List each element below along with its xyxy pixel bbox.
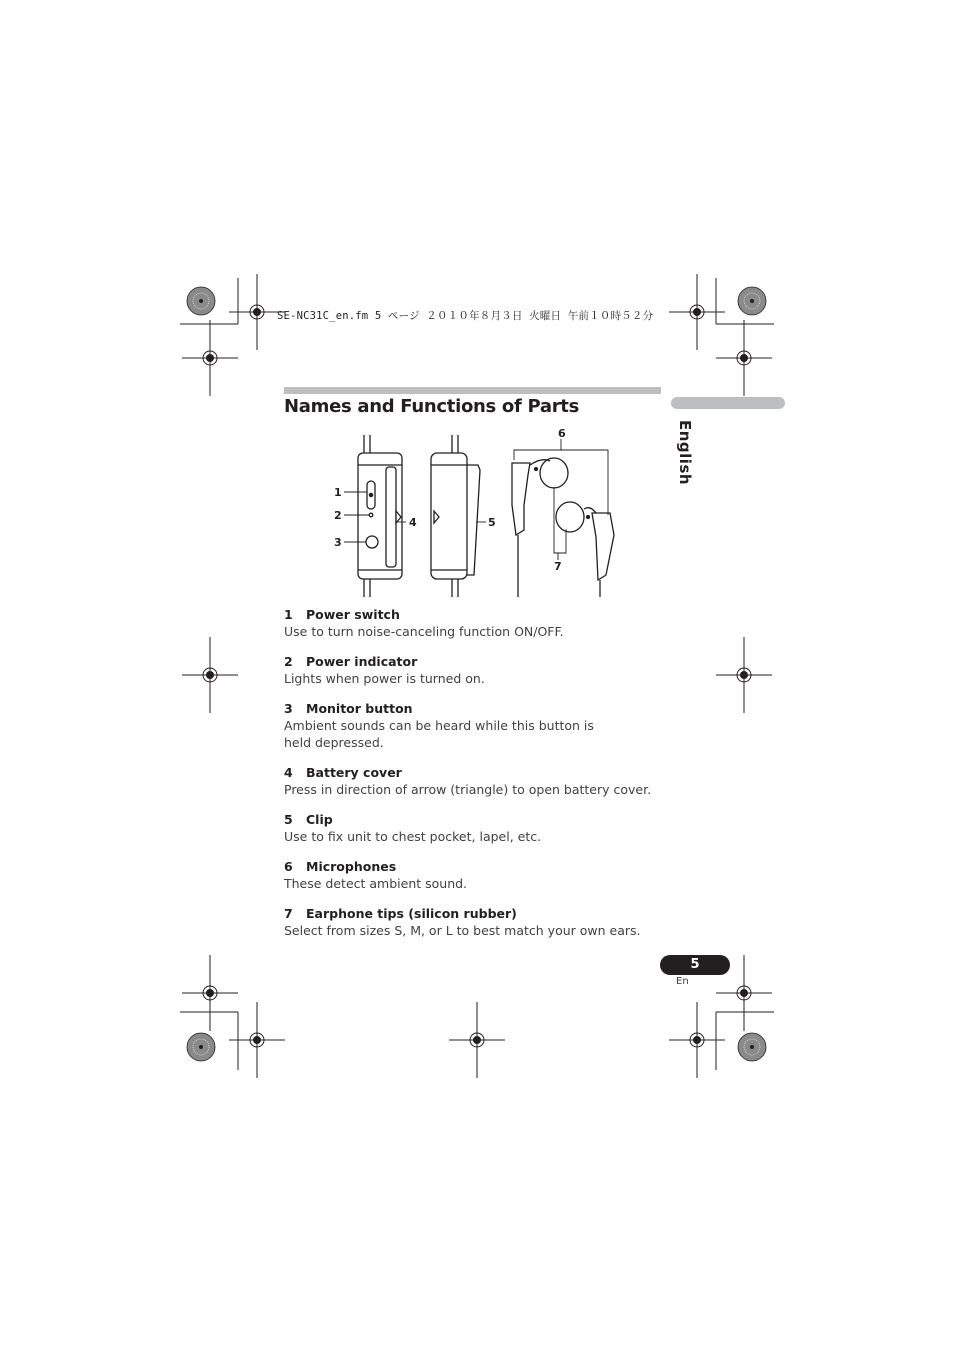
item-description: These detect ambient sound. [284,876,468,891]
item-number: 6 [284,859,293,874]
callout-3: 3 [334,536,342,549]
item-description: Use to fix unit to chest pocket, lapel, etc. [284,829,542,844]
callout-5: 5 [488,516,496,529]
callout-4: 4 [409,516,417,529]
item-number: 4 [284,765,293,780]
item-number: 3 [284,701,293,716]
page-title: Names and Functions of Parts [284,396,580,417]
item-description: Use to turn noise-canceling function ON/OFF. [284,624,564,639]
list-item [284,905,664,939]
section-rule [284,387,661,394]
item-name: Monitor button [306,701,413,716]
callout-2: 2 [334,509,342,522]
item-name: Power indicator [306,654,418,669]
parts-diagram [330,425,630,600]
list-item [284,653,664,687]
list-item [284,811,664,845]
item-number: 1 [284,607,293,622]
item-description: Lights when power is turned on. [284,671,485,686]
language-tab-bar [671,397,785,409]
item-description: Press in direction of arrow (triangle) to open battery cover. [284,782,652,797]
controller-side-view [431,435,480,597]
item-name: Earphone tips (silicon rubber) [306,906,517,921]
item-name: Microphones [306,859,397,874]
parts-list [284,606,664,952]
earphones [512,458,614,597]
item-name: Battery cover [306,765,402,780]
list-item [284,764,664,798]
item-name: Clip [306,812,333,827]
item-number: 2 [284,654,293,669]
callout-6: 6 [558,427,566,440]
item-description: Ambient sounds can be heard while this button is held depressed. [284,718,594,750]
callout-7: 7 [554,560,562,573]
item-name: Power switch [306,607,400,622]
page-language-code: En [676,976,689,987]
clip [467,465,480,575]
controller-front-view [358,435,402,597]
list-item [284,858,664,892]
item-number: 7 [284,906,293,921]
page-number: 5 [660,955,730,975]
language-tab-label: English [676,420,694,486]
print-file-info: SE-NC31C_en.fm 5 ページ ２０１０年８月３日 火曜日 午前１０時５２分 [277,310,654,322]
callout-1: 1 [334,486,342,499]
item-number: 5 [284,812,293,827]
item-description: Select from sizes S, M, or L to best match your own ears. [284,923,641,938]
list-item [284,700,664,751]
list-item [284,606,664,640]
